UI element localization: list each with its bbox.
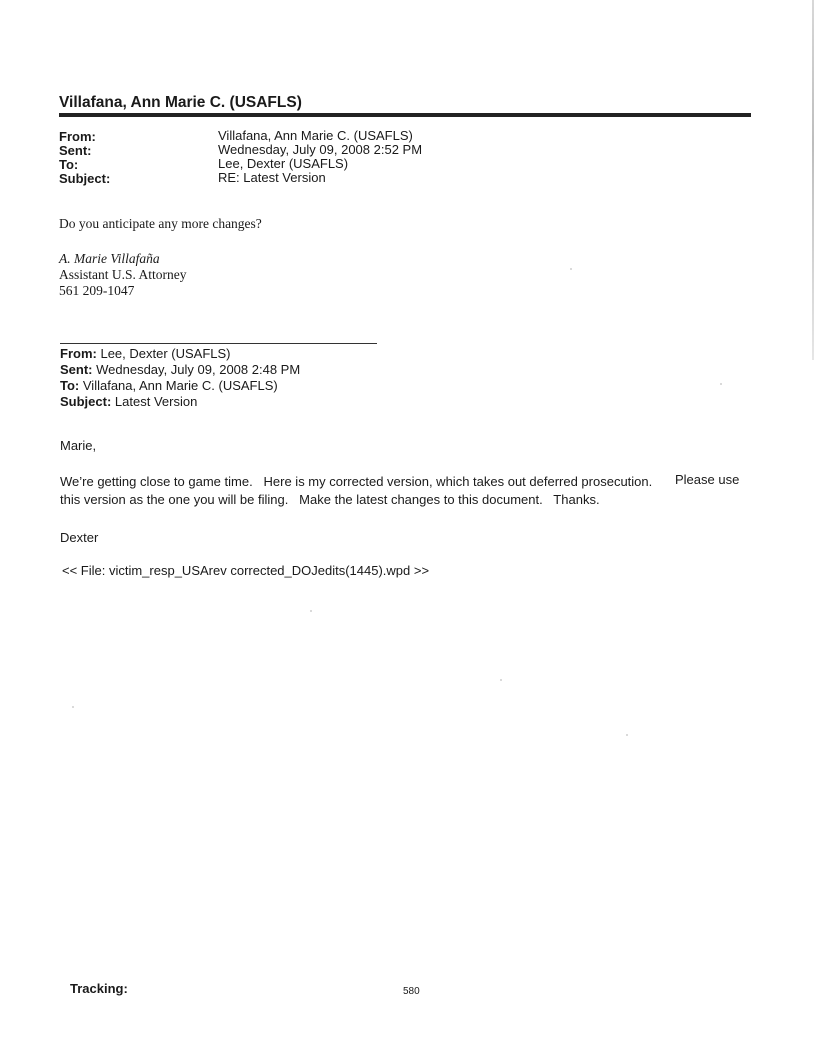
- signature-name: A. Marie Villafaña: [59, 251, 160, 266]
- from-value: Villafana, Ann Marie C. (USAFLS): [218, 128, 413, 143]
- fwd-to-value: Villafana, Ann Marie C. (USAFLS): [82, 378, 278, 393]
- fwd-subject-line: [60, 394, 197, 410]
- fwd-from-value: Lee, Dexter (USAFLS): [100, 346, 231, 361]
- fwd-from-line: [60, 346, 231, 362]
- fwd-to-label: To:: [60, 378, 80, 393]
- from-label: From:: [59, 129, 96, 144]
- fwd-sent-line: [60, 362, 300, 378]
- to-value: Lee, Dexter (USAFLS): [218, 156, 349, 171]
- forward-separator: [60, 343, 377, 344]
- fwd-paragraph-line2: this version as the one you will be filing. Make the latest changes to this document. Thanks.: [60, 492, 600, 507]
- subject-value: RE: Latest Version: [218, 170, 326, 185]
- fwd-greeting: Marie,: [60, 438, 97, 453]
- scan-edge-line: [812, 0, 814, 360]
- fwd-from-label: From:: [60, 346, 97, 361]
- fwd-paragraph-line1-tail: Please use: [675, 472, 740, 487]
- fwd-sent-value: Wednesday, July 09, 2008 2:48 PM: [96, 362, 301, 377]
- tracking-label: Tracking:: [70, 981, 128, 996]
- fwd-paragraph-line1: We’re getting close to game time. Here is my corrected version, which takes out deferred prosecution.: [60, 474, 653, 489]
- fwd-sent-label: Sent:: [60, 362, 93, 377]
- signature-title: Assistant U.S. Attorney: [59, 267, 187, 282]
- fwd-subject-label: Subject:: [60, 394, 112, 409]
- to-label: To:: [59, 157, 79, 172]
- fwd-subject-value: Latest Version: [114, 394, 198, 409]
- sent-value: Wednesday, July 09, 2008 2:52 PM: [218, 142, 423, 157]
- subject-label: Subject:: [59, 171, 111, 186]
- signature-phone: 561 209-1047: [59, 283, 135, 298]
- title-rule: [59, 113, 751, 117]
- attachment-link[interactable]: << File: victim_resp_USArev corrected_DOJedits(1445).wpd >>: [62, 563, 430, 578]
- reply-body: Do you anticipate any more changes?: [59, 216, 262, 231]
- fwd-to-line: [60, 378, 278, 394]
- page-number: 580: [403, 986, 420, 997]
- fwd-sign: Dexter: [60, 530, 99, 545]
- sender-title: Villafana, Ann Marie C. (USAFLS): [59, 94, 302, 111]
- sent-label: Sent:: [59, 143, 92, 158]
